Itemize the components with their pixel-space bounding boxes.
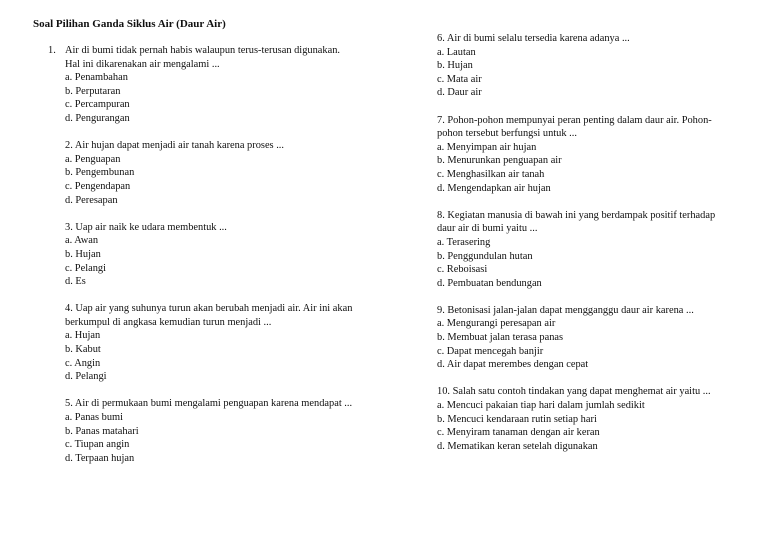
question-text: 9. Betonisasi jalan-jalan dapat mengganggu daur air karena ... [437, 304, 694, 316]
answer-option: c. Pengendapan [65, 180, 131, 192]
answer-option: a. Mencuci pakaian tiap hari dalam jumlah sedikit [437, 400, 645, 412]
answer-option: c. Menyiram tanaman dengan air keran [437, 427, 600, 439]
answer-option: b. Hujan [65, 248, 101, 260]
answer-option: d. Pelangi [65, 371, 107, 383]
answer-option: a. Menyimpan air hujan [437, 141, 537, 153]
left-column [48, 44, 395, 479]
answer-option: b. Mencuci kendaraan rutin setiap hari [437, 413, 597, 425]
question-text: berkumpul di angkasa kemudian turun menjadi ... [65, 316, 272, 328]
question-block [65, 302, 395, 384]
answer-option: d. Mematikan keran setelah digunakan [437, 440, 598, 452]
question-text: 8. Kegiatan manusia di bawah ini yang berdampak positif terhadap [437, 209, 716, 221]
question-text: 7. Pohon-pohon mempunyai peran penting dalam daur air. Pohon- [437, 114, 712, 126]
answer-option: c. Angin [65, 357, 101, 369]
question-text: Air di bumi tidak pernah habis walaupun terus-terusan digunakan. [65, 45, 340, 56]
answer-option: b. Hujan [437, 60, 473, 72]
answer-option: a. Terasering [437, 236, 491, 248]
answer-option: c. Percampuran [65, 99, 130, 111]
answer-option: b. Menurunkan penguapan air [437, 155, 562, 167]
answer-option: d. Terpaan hujan [65, 452, 135, 464]
answer-option: d. Air dapat merembes dengan cepat [437, 359, 589, 371]
answer-option: c. Pelangi [65, 262, 106, 274]
question-text: daur air di bumi yaitu ... [437, 223, 538, 235]
question-block [437, 304, 737, 372]
answer-option: c. Mata air [437, 73, 482, 85]
question-text: Hal ini dikarenakan air mengalami ... [65, 58, 220, 70]
question-block [437, 32, 737, 100]
answer-option: b. Kabut [65, 344, 101, 356]
question-block [65, 139, 395, 207]
question-text: 3. Uap air naik ke udara membentuk ... [65, 221, 227, 233]
question-text: 5. Air di permukaan bumi mengalami penguapan karena mendapat ... [65, 398, 353, 410]
question-text: pohon tersebut berfungsi untuk ... [437, 128, 577, 140]
answer-option: c. Menghasilkan air tanah [437, 168, 545, 180]
answer-option: b. Perputaran [65, 85, 121, 97]
question-block [65, 397, 395, 465]
answer-option: d. Mengendapkan air hujan [437, 182, 551, 194]
question-block [437, 385, 737, 453]
answer-option: b. Panas matahari [65, 425, 139, 437]
question-block [65, 221, 395, 289]
answer-option: c. Reboisasi [437, 264, 488, 276]
page-title: Soal Pilihan Ganda Siklus Air (Daur Air) [33, 18, 226, 30]
answer-option: c. Dapat mencegah banjir [437, 345, 544, 357]
question-block [437, 114, 737, 196]
answer-option: a. Lautan [437, 46, 476, 58]
question-text: 2. Air hujan dapat menjadi air tanah karena proses ... [65, 140, 284, 152]
answer-option: d. Daur air [437, 87, 482, 99]
answer-option: a. Penambahan [65, 72, 128, 84]
answer-option: d. Pengurangan [65, 112, 130, 124]
answer-option: b. Pengembunan [65, 167, 135, 179]
answer-option: d. Pembuatan bendungan [437, 277, 542, 289]
answer-option: a. Panas bumi [65, 412, 124, 424]
question-block [48, 44, 395, 126]
question-block [437, 209, 737, 291]
answer-option: a. Mengurangi peresapan air [437, 318, 556, 330]
answer-option: b. Membuat jalan terasa panas [437, 332, 564, 344]
question-text: 4. Uap air yang suhunya turun akan berubah menjadi air. Air ini akan [65, 303, 353, 315]
right-column [437, 32, 737, 467]
answer-option: d. Es [65, 276, 86, 288]
answer-option: a. Awan [65, 235, 99, 247]
question-text: 6. Air di bumi selalu tersedia karena adanya ... [437, 33, 630, 44]
answer-option: a. Penguapan [65, 153, 121, 165]
answer-option: b. Penggundulan hutan [437, 250, 533, 262]
answer-option: c. Tiupan angin [65, 439, 130, 451]
answer-option: a. Hujan [65, 330, 101, 342]
answer-option: d. Peresapan [65, 194, 118, 206]
question-number: 1. [48, 45, 56, 56]
question-text: 10. Salah satu contoh tindakan yang dapat menghemat air yaitu ... [437, 386, 711, 398]
